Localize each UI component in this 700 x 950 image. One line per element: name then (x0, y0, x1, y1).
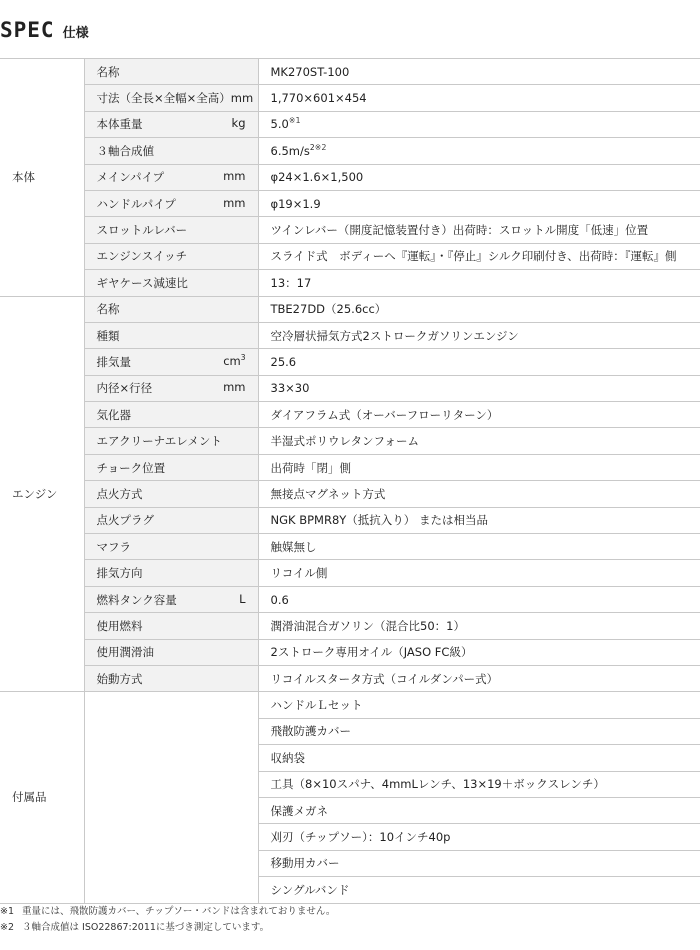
spec-value-cell (258, 190, 700, 216)
spec-title-en: SPEC (0, 18, 55, 42)
spec-value-cell (258, 322, 700, 348)
spec-item-label: エアクリーナエレメント (96, 434, 222, 449)
spec-item-cell (84, 296, 258, 322)
spec-value-cell (258, 560, 700, 586)
spec-value: スライド式 ボディーへ『運転』・『停止』シルク印刷付き、出荷時：『運転』側 (270, 249, 677, 264)
spec-item-cell (84, 190, 258, 216)
spec-item-label: マフラ (96, 539, 131, 554)
spec-item-unit: mm (223, 195, 246, 210)
spec-item-label: ハンドルパイプ (96, 196, 176, 211)
spec-row (0, 481, 700, 507)
accessory-item: 刈刃（チップソー）：10インチ40p (258, 824, 700, 850)
spec-value: φ24×1.6×1,500 (270, 170, 364, 185)
spec-value-cell (258, 164, 700, 190)
spec-item-label: 本体重量 (96, 117, 143, 132)
spec-item-cell (84, 665, 258, 691)
spec-value-cell (258, 454, 700, 480)
spec-value: 33×30 (270, 381, 310, 396)
category-body: 本体 (0, 59, 84, 297)
spec-value-cell (258, 402, 700, 428)
spec-note-mark: ※1 (288, 116, 301, 126)
spec-row (0, 190, 700, 216)
footnote-2 (0, 920, 335, 936)
spec-row (0, 296, 700, 322)
spec-item-cell (84, 111, 258, 137)
spec-value-cell (258, 481, 700, 507)
accessory-item: シングルバンド (258, 877, 700, 903)
spec-heading (0, 18, 89, 48)
spec-item-unit: mm (223, 169, 246, 184)
spec-row (0, 454, 700, 480)
spec-table (0, 58, 700, 904)
spec-item-label: 使用燃料 (96, 618, 143, 633)
spec-value-cell (258, 534, 700, 560)
spec-note-mark: ※2 (314, 143, 327, 153)
footnote-text: ３軸合成値は ISO22867:2011に基づき測定しています。 (22, 922, 270, 933)
spec-item-unit: L (239, 591, 246, 606)
spec-row (0, 217, 700, 243)
spec-value-cell (258, 375, 700, 401)
spec-item-cell (84, 375, 258, 401)
spec-value-cell (258, 270, 700, 296)
spec-item-label: 燃料タンク容量 (96, 592, 177, 607)
spec-value: 出荷時「閉」側 (270, 460, 351, 475)
spec-value-cell (258, 349, 700, 375)
spec-item-label: 点火プラグ (96, 513, 154, 528)
spec-item-cell (84, 428, 258, 454)
spec-item-label: 排気方向 (96, 566, 143, 581)
spec-value-cell (258, 586, 700, 612)
spec-item-label: ３軸合成値 (96, 143, 154, 158)
accessory-item: ハンドルＬセット (258, 692, 700, 718)
spec-item-label: 使用潤滑油 (96, 645, 154, 660)
spec-value-cell (258, 296, 700, 322)
spec-value-cell (258, 138, 700, 164)
spec-value: 6.5m/s (270, 143, 310, 158)
spec-item-label: 種類 (96, 328, 120, 343)
spec-item-label: 寸法（全長×全幅×全高）mm (96, 91, 254, 106)
spec-item-label: メインパイプ (96, 170, 165, 185)
spec-row (0, 586, 700, 612)
spec-row (0, 164, 700, 190)
spec-value: リコイル側 (270, 566, 328, 581)
spec-value: 空冷層状掃気方式2ストロークガソリンエンジン (270, 328, 519, 343)
spec-value-cell (258, 428, 700, 454)
accessory-item: 飛散防護カバー (258, 718, 700, 744)
spec-item-cell (84, 454, 258, 480)
accessory-item: 工具（8×10スパナ、4mmLレンチ、13×19＋ボックスレンチ） (258, 771, 700, 797)
spec-value: 潤滑油混合ガソリン（混合比50：1） (270, 618, 465, 633)
spec-row (0, 322, 700, 348)
spec-value: 25.6 (270, 354, 297, 369)
spec-item-cell (84, 85, 258, 111)
spec-value: NGK BPMR8Y（抵抗入り） または相当品 (270, 513, 488, 528)
spec-item-cell (84, 481, 258, 507)
footnote-mark: ※2 (0, 922, 15, 933)
spec-value: ダイアフラム式（オーバーフローリターン） (270, 407, 499, 422)
spec-item-label: 気化器 (96, 407, 131, 422)
spec-item-cell (84, 59, 258, 85)
spec-item-cell (84, 586, 258, 612)
spec-row (0, 507, 700, 533)
spec-row (0, 665, 700, 691)
spec-value: 1,770×601×454 (270, 91, 367, 106)
spec-value-cell (258, 507, 700, 533)
spec-value-sup: 2 (309, 143, 315, 153)
spec-item-cell (84, 270, 258, 296)
accessories-blank-cell (84, 692, 258, 903)
spec-item-cell (84, 164, 258, 190)
spec-item-label: チョーク位置 (96, 460, 166, 475)
spec-row (0, 613, 700, 639)
spec-value: MK270ST-100 (270, 64, 350, 79)
spec-row (0, 138, 700, 164)
spec-value-cell (258, 613, 700, 639)
spec-row (0, 639, 700, 665)
accessory-row (0, 692, 700, 718)
spec-item-label: 名称 (96, 64, 120, 79)
footnote-mark: ※1 (0, 906, 15, 917)
spec-row (0, 534, 700, 560)
spec-item-cell (84, 639, 258, 665)
spec-value: 0.6 (270, 592, 289, 607)
spec-item-cell (84, 560, 258, 586)
spec-item-label: 点火方式 (96, 486, 143, 501)
spec-item-cell (84, 507, 258, 533)
footnote-1 (0, 904, 335, 920)
spec-item-cell (84, 243, 258, 269)
spec-item-cell (84, 322, 258, 348)
footnotes (0, 904, 335, 936)
spec-row (0, 375, 700, 401)
accessory-item: 移動用カバー (258, 850, 700, 876)
spec-row (0, 243, 700, 269)
spec-item-label: 排気量 (96, 354, 131, 369)
spec-row (0, 402, 700, 428)
spec-row (0, 428, 700, 454)
spec-value: 半湿式ポリウレタンフォーム (270, 434, 419, 449)
spec-item-label: ギヤケース減速比 (96, 275, 188, 290)
spec-value: ツインレバー（開度記憶装置付き）出荷時：スロットル開度「低速」位置 (270, 223, 649, 238)
spec-value-cell (258, 243, 700, 269)
spec-value: 2ストローク専用オイル（JASO FC級） (270, 645, 473, 660)
spec-value-cell (258, 217, 700, 243)
spec-value: φ19×1.9 (270, 196, 321, 211)
spec-row (0, 560, 700, 586)
spec-item-cell (84, 217, 258, 243)
spec-value: 無接点マグネット方式 (270, 486, 386, 501)
spec-value-cell (258, 665, 700, 691)
accessory-item: 保護メガネ (258, 797, 700, 823)
spec-item-cell (84, 402, 258, 428)
accessory-item: 収納袋 (258, 745, 700, 771)
spec-row (0, 270, 700, 296)
spec-item-label: エンジンスイッチ (96, 249, 188, 264)
spec-row (0, 59, 700, 85)
spec-item-cell (84, 534, 258, 560)
spec-item-cell (84, 138, 258, 164)
spec-value-cell (258, 85, 700, 111)
spec-item-unit: mm (223, 380, 246, 395)
spec-value-cell (258, 59, 700, 85)
spec-row (0, 111, 700, 137)
category-accessories: 付属品 (0, 692, 84, 903)
spec-item-label: スロットルレバー (96, 223, 188, 238)
spec-item-cell (84, 613, 258, 639)
category-engine: エンジン (0, 296, 84, 692)
spec-item-label: 名称 (96, 302, 120, 317)
footnote-text: 重量には、飛散防護カバー、チップソー・バンドは含まれておりません。 (22, 906, 336, 917)
spec-item-cell (84, 349, 258, 375)
spec-item-label: 内径×行径 (96, 381, 153, 396)
spec-value: 5.0 (270, 117, 289, 132)
spec-item-unit: kg (231, 116, 246, 131)
spec-value: TBE27DD（25.6cc） (270, 302, 387, 317)
spec-value: リコイルスタータ方式（コイルダンパー式） (270, 671, 499, 686)
spec-item-label: 始動方式 (96, 671, 143, 686)
spec-row (0, 349, 700, 375)
spec-row (0, 85, 700, 111)
spec-value-cell (258, 639, 700, 665)
spec-item-unit: $cm^3$ (223, 353, 246, 368)
spec-title-jp: 仕様 (62, 26, 89, 41)
spec-value: 13：17 (270, 275, 312, 290)
spec-value: 触媒無し (270, 539, 317, 554)
spec-value-cell (258, 111, 700, 137)
